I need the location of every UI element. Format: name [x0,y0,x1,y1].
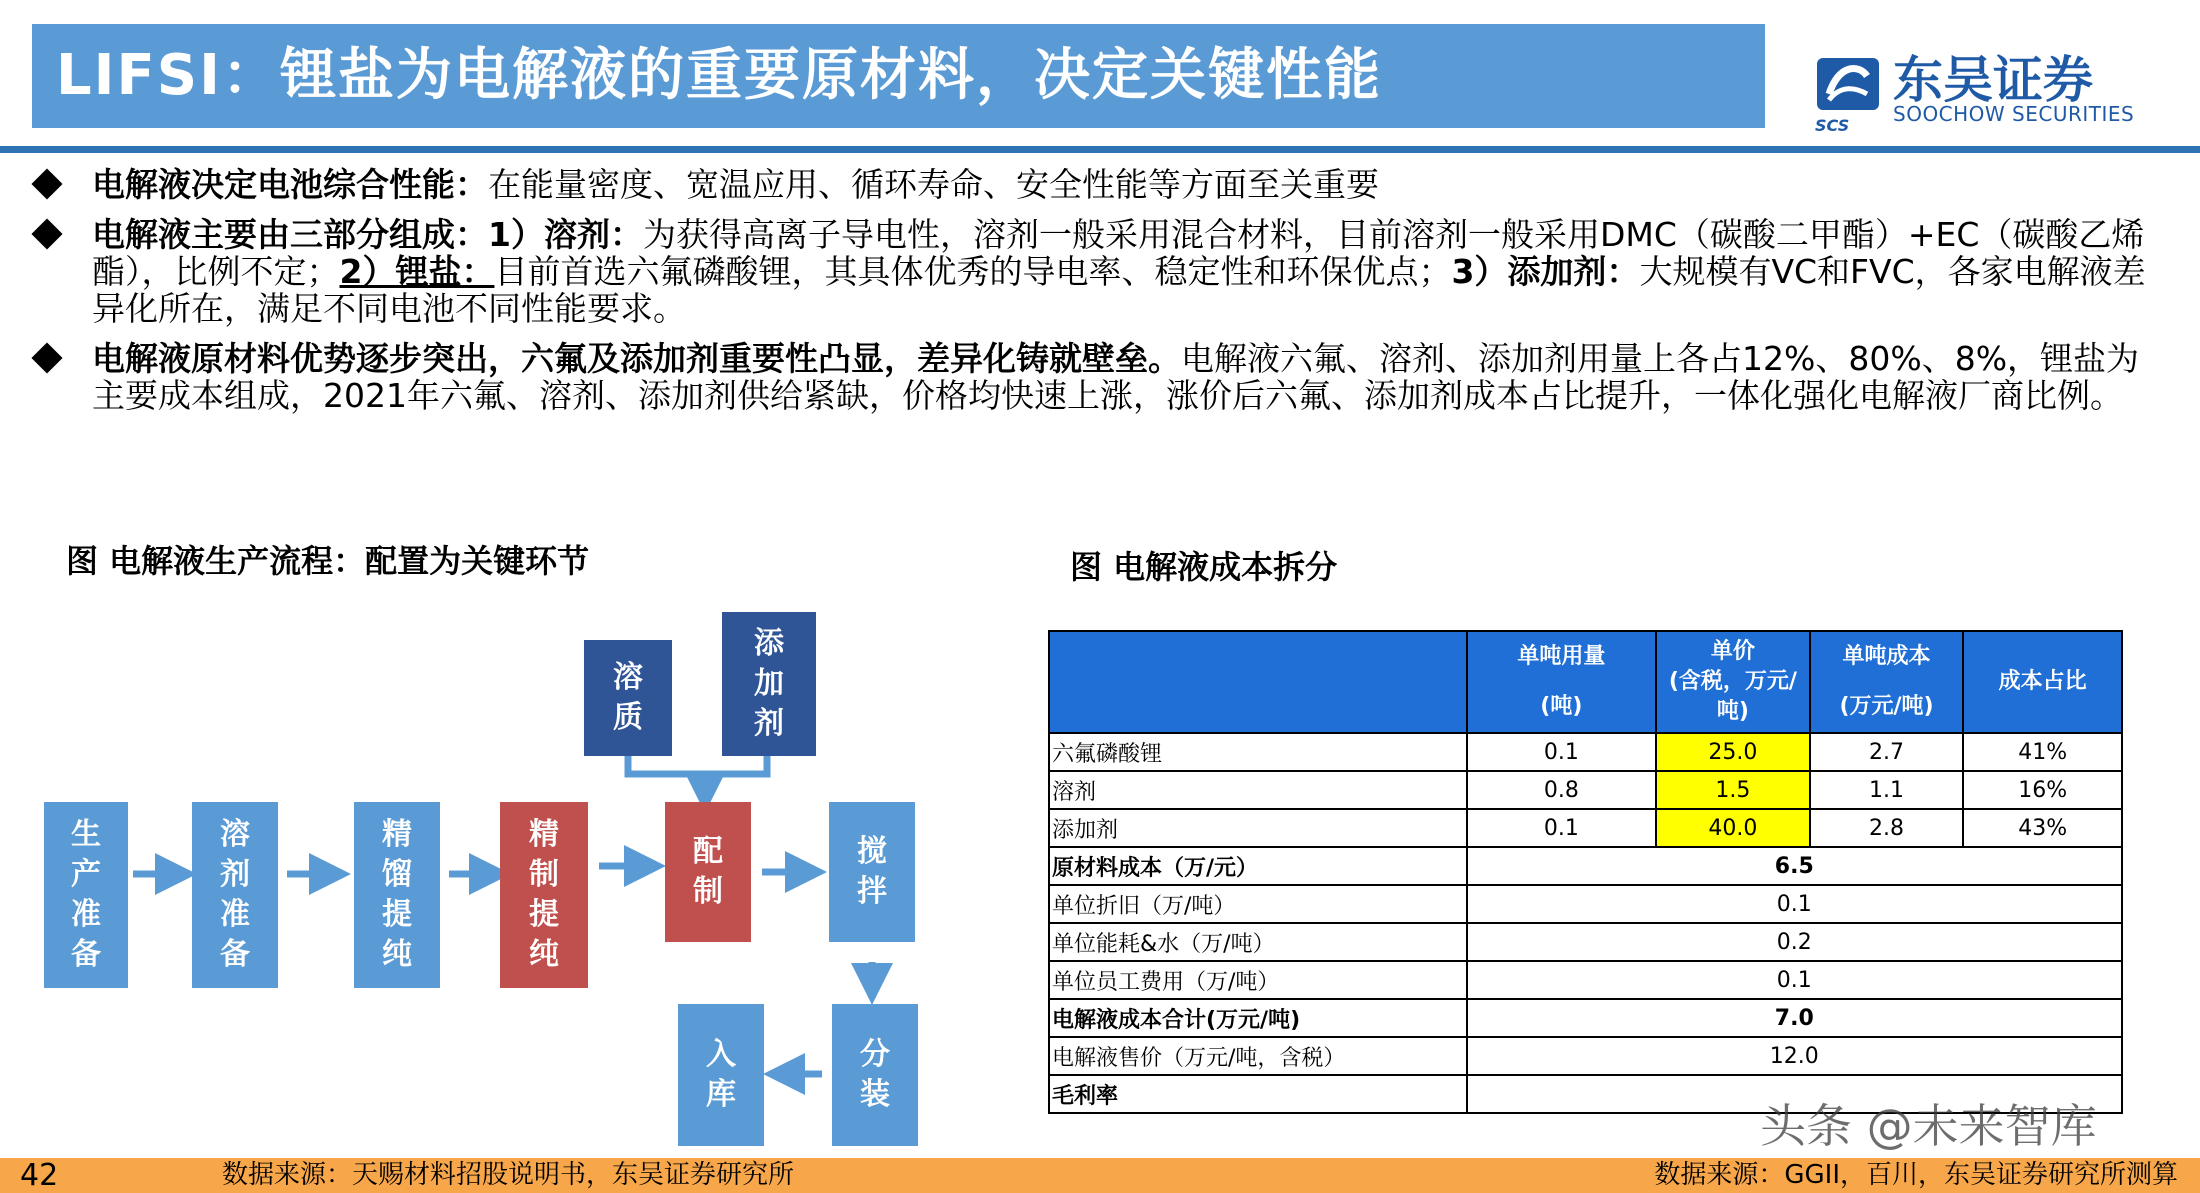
summary-row [1049,847,2122,885]
summary-label: 电解液售价（万元/吨，含税） [1049,1037,1467,1075]
additive-label: 3）添加剂： [1451,252,1640,291]
step-warehousing: 入库 [678,1004,764,1146]
table-row [1049,809,2122,847]
summary-value: 6.5 [1467,847,2122,885]
diamond-bullet-icon [31,342,62,373]
row-label: 添加剂 [1049,809,1467,847]
summary-value: 7.0 [1467,999,2122,1037]
bullet-lead: 电解液原材料优势逐步突出，六氟及添加剂重要性凸显，差异化铸就壁垒。 [92,339,1181,378]
step-distillation: 精馏提纯 [354,802,440,988]
row-share: 41% [1963,733,2122,771]
row-price: 1.5 [1656,771,1810,809]
bullet-item [30,216,2150,327]
solvent-text: 为获得高离子导电性，溶剂一般采用混合材料，目前溶剂一般采用DMC（碳酸二甲酯）+EC（碳酸乙烯酯），比例不定； [92,215,2145,291]
input-solute: 溶质 [584,640,672,756]
summary-label: 原材料成本（万/元） [1049,847,1467,885]
summary-row [1049,961,2122,999]
row-label: 溶剂 [1049,771,1467,809]
summary-label: 单位员工费用（万/吨） [1049,961,1467,999]
row-price: 40.0 [1656,809,1810,847]
step-packaging: 分装 [832,1004,918,1146]
solvent-label: 1）溶剂： [488,215,643,254]
summary-label: 电解液成本合计(万元/吨) [1049,999,1467,1037]
logo-english-name: SOOCHOW SECURITIES [1893,102,2135,126]
summary-value: 0.1 [1467,885,2122,923]
flow-caption: 图 电解液生产流程：配置为关键环节 [66,542,590,580]
bullet-item [30,340,2150,414]
row-cost: 1.1 [1810,771,1964,809]
header-divider [0,146,2200,153]
additive-text: 大规模有VC和FVC，各家电解液差异化所在，满足不同电池不同性能要求。 [92,252,2146,328]
summary-row [1049,923,2122,961]
header-item [1049,631,1467,733]
page-number: 42 [20,1158,59,1193]
row-price: 25.0 [1656,733,1810,771]
logo-mark-icon [1815,54,1881,114]
summary-label: 单位折旧（万/吨） [1049,885,1467,923]
row-share: 16% [1963,771,2122,809]
summary-label: 毛利率 [1049,1075,1467,1113]
summary-row [1049,885,2122,923]
row-cost: 2.8 [1810,809,1964,847]
row-usage: 0.8 [1467,771,1657,809]
summary-value: 0.2 [1467,923,2122,961]
header-price: 单价 (含税，万元/吨) [1656,631,1810,733]
logo-abbreviation: SCS [1815,116,1850,135]
row-usage: 0.1 [1467,733,1657,771]
cost-table [1048,630,2123,1114]
slide-title: LIFSI：锂盐为电解液的重要原材料，决定关键性能 [32,24,1765,128]
summary-row [1049,999,2122,1037]
summary-row [1049,1037,2122,1075]
diamond-bullet-icon [31,168,62,199]
step-refining: 精制提纯 [500,802,588,988]
row-cost: 2.7 [1810,733,1964,771]
logo-chinese-name: 东吴证券 [1893,51,2093,109]
lithium-salt-label: 2）锂盐： [339,252,495,291]
header-share: 成本占比 [1963,631,2122,733]
bullet-lead: 电解液主要由三部分组成： [92,215,488,254]
step-configuration: 配制 [665,802,751,942]
step-production-prep: 生产准备 [44,802,128,988]
table-row [1049,771,2122,809]
step-stirring: 搅拌 [829,802,915,942]
flow-merge-line [628,756,767,774]
step-solvent-prep: 溶剂准备 [192,802,278,988]
watermark: 头条 @未来智库 [1760,1099,2097,1153]
bullet-text: 电解液六氟、溶剂、添加剂用量上各占12%、80%、8%，锂盐为主要成本组成，2021年六氟、溶剂、添加剂供给紧缺，价格均快速上涨，涨价后六氟、添加剂成本占比提升，一体化强化电解液厂商比例。 [92,339,2140,415]
row-label: 六氟磷酸锂 [1049,733,1467,771]
bullet-lead: 电解液决定电池综合性能： [92,165,488,204]
table-row [1049,733,2122,771]
source-left: 数据来源：天赐材料招股说明书，东吴证券研究所 [222,1160,795,1190]
header-usage: 单吨用量 (吨) [1467,631,1657,733]
footer-bar [0,1158,2200,1193]
summary-label: 单位能耗&水（万/吨） [1049,923,1467,961]
row-usage: 0.1 [1467,809,1657,847]
source-right: 数据来源：GGII，百川，东吴证券研究所测算 [1654,1160,2178,1190]
cost-caption: 图 电解液成本拆分 [1070,548,1338,586]
summary-value: 0.1 [1467,961,2122,999]
bullet-list [30,166,2150,427]
row-share: 43% [1963,809,2122,847]
input-additive: 添加剂 [722,612,816,756]
diamond-bullet-icon [31,218,62,249]
header-unit-cost: 单吨成本 (万元/吨) [1810,631,1964,733]
lithium-salt-text: 目前首选六氟磷酸锂，其具体优秀的导电率、稳定性和环保优点； [494,252,1452,291]
bullet-text: 在能量密度、宽温应用、循环寿命、安全性能等方面至关重要 [488,165,1379,204]
summary-value: 12.0 [1467,1037,2122,1075]
company-logo [1815,50,2135,135]
bullet-item [30,166,2150,203]
table-header-row [1049,631,2122,733]
